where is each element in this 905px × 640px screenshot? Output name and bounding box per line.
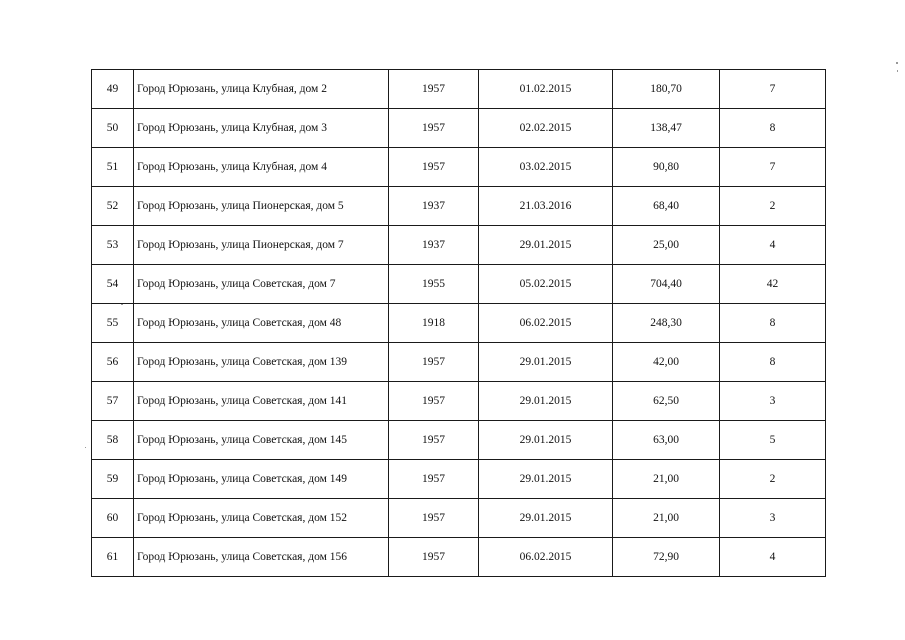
address-cell: Город Юрюзань, улица Советская, дом 48: [134, 304, 389, 343]
address-cell: Город Юрюзань, улица Советская, дом 141: [134, 382, 389, 421]
row-number-cell: 58: [92, 421, 134, 460]
address-cell: Город Юрюзань, улица Советская, дом 152: [134, 499, 389, 538]
address-cell: Город Юрюзань, улица Советская, дом 139: [134, 343, 389, 382]
date-cell: 21.03.2016: [479, 187, 613, 226]
address-cell: Город Юрюзань, улица Клубная, дом 4: [134, 148, 389, 187]
row-number-cell: 60: [92, 499, 134, 538]
count-cell: 4: [720, 538, 826, 577]
year-cell: 1957: [389, 499, 479, 538]
row-number-cell: 56: [92, 343, 134, 382]
area-cell: 21,00: [613, 460, 720, 499]
area-cell: 72,90: [613, 538, 720, 577]
table-row: [92, 265, 826, 304]
row-number-cell: 52: [92, 187, 134, 226]
date-cell: 29.01.2015: [479, 343, 613, 382]
housing-registry-table: [91, 69, 826, 577]
area-cell: 25,00: [613, 226, 720, 265]
year-cell: 1957: [389, 109, 479, 148]
table-row: [92, 109, 826, 148]
table-row: [92, 382, 826, 421]
scan-speck: [85, 447, 86, 448]
area-cell: 138,47: [613, 109, 720, 148]
year-cell: 1957: [389, 421, 479, 460]
scan-speck: [896, 62, 898, 64]
date-cell: 01.02.2015: [479, 70, 613, 109]
area-cell: 248,30: [613, 304, 720, 343]
table-body: [92, 70, 826, 577]
year-cell: 1955: [389, 265, 479, 304]
area-cell: 21,00: [613, 499, 720, 538]
date-cell: 06.02.2015: [479, 538, 613, 577]
count-cell: 2: [720, 187, 826, 226]
table-row: [92, 538, 826, 577]
count-cell: 5: [720, 421, 826, 460]
table-row: [92, 343, 826, 382]
scan-speck: [121, 304, 123, 305]
row-number-cell: 53: [92, 226, 134, 265]
area-cell: 62,50: [613, 382, 720, 421]
date-cell: 29.01.2015: [479, 460, 613, 499]
date-cell: 29.01.2015: [479, 421, 613, 460]
area-cell: 42,00: [613, 343, 720, 382]
year-cell: 1957: [389, 382, 479, 421]
year-cell: 1957: [389, 148, 479, 187]
row-number-cell: 61: [92, 538, 134, 577]
area-cell: 180,70: [613, 70, 720, 109]
row-number-cell: 55: [92, 304, 134, 343]
row-number-cell: 54: [92, 265, 134, 304]
count-cell: 4: [720, 226, 826, 265]
address-cell: Город Юрюзань, улица Советская, дом 7: [134, 265, 389, 304]
address-cell: Город Юрюзань, улица Советская, дом 145: [134, 421, 389, 460]
date-cell: 29.01.2015: [479, 499, 613, 538]
count-cell: 3: [720, 499, 826, 538]
date-cell: 05.02.2015: [479, 265, 613, 304]
row-number-cell: 57: [92, 382, 134, 421]
date-cell: 06.02.2015: [479, 304, 613, 343]
count-cell: 2: [720, 460, 826, 499]
count-cell: 42: [720, 265, 826, 304]
year-cell: 1937: [389, 187, 479, 226]
year-cell: 1957: [389, 460, 479, 499]
area-cell: 90,80: [613, 148, 720, 187]
address-cell: Город Юрюзань, улица Клубная, дом 2: [134, 70, 389, 109]
row-number-cell: 51: [92, 148, 134, 187]
table-row: [92, 70, 826, 109]
table-row: [92, 226, 826, 265]
count-cell: 3: [720, 382, 826, 421]
address-cell: Город Юрюзань, улица Клубная, дом 3: [134, 109, 389, 148]
table-row: [92, 460, 826, 499]
table-row: [92, 187, 826, 226]
year-cell: 1937: [389, 226, 479, 265]
address-cell: Город Юрюзань, улица Пионерская, дом 7: [134, 226, 389, 265]
address-cell: Город Юрюзань, улица Советская, дом 149: [134, 460, 389, 499]
area-cell: 68,40: [613, 187, 720, 226]
year-cell: 1918: [389, 304, 479, 343]
scan-speck: [897, 70, 898, 72]
row-number-cell: 59: [92, 460, 134, 499]
table-row: [92, 304, 826, 343]
date-cell: 03.02.2015: [479, 148, 613, 187]
table-row: [92, 421, 826, 460]
table-row: [92, 499, 826, 538]
date-cell: 29.01.2015: [479, 226, 613, 265]
year-cell: 1957: [389, 70, 479, 109]
address-cell: Город Юрюзань, улица Советская, дом 156: [134, 538, 389, 577]
count-cell: 8: [720, 304, 826, 343]
count-cell: 7: [720, 70, 826, 109]
table-row: [92, 148, 826, 187]
area-cell: 63,00: [613, 421, 720, 460]
year-cell: 1957: [389, 343, 479, 382]
count-cell: 8: [720, 109, 826, 148]
date-cell: 02.02.2015: [479, 109, 613, 148]
row-number-cell: 50: [92, 109, 134, 148]
count-cell: 7: [720, 148, 826, 187]
area-cell: 704,40: [613, 265, 720, 304]
count-cell: 8: [720, 343, 826, 382]
address-cell: Город Юрюзань, улица Пионерская, дом 5: [134, 187, 389, 226]
row-number-cell: 49: [92, 70, 134, 109]
year-cell: 1957: [389, 538, 479, 577]
date-cell: 29.01.2015: [479, 382, 613, 421]
